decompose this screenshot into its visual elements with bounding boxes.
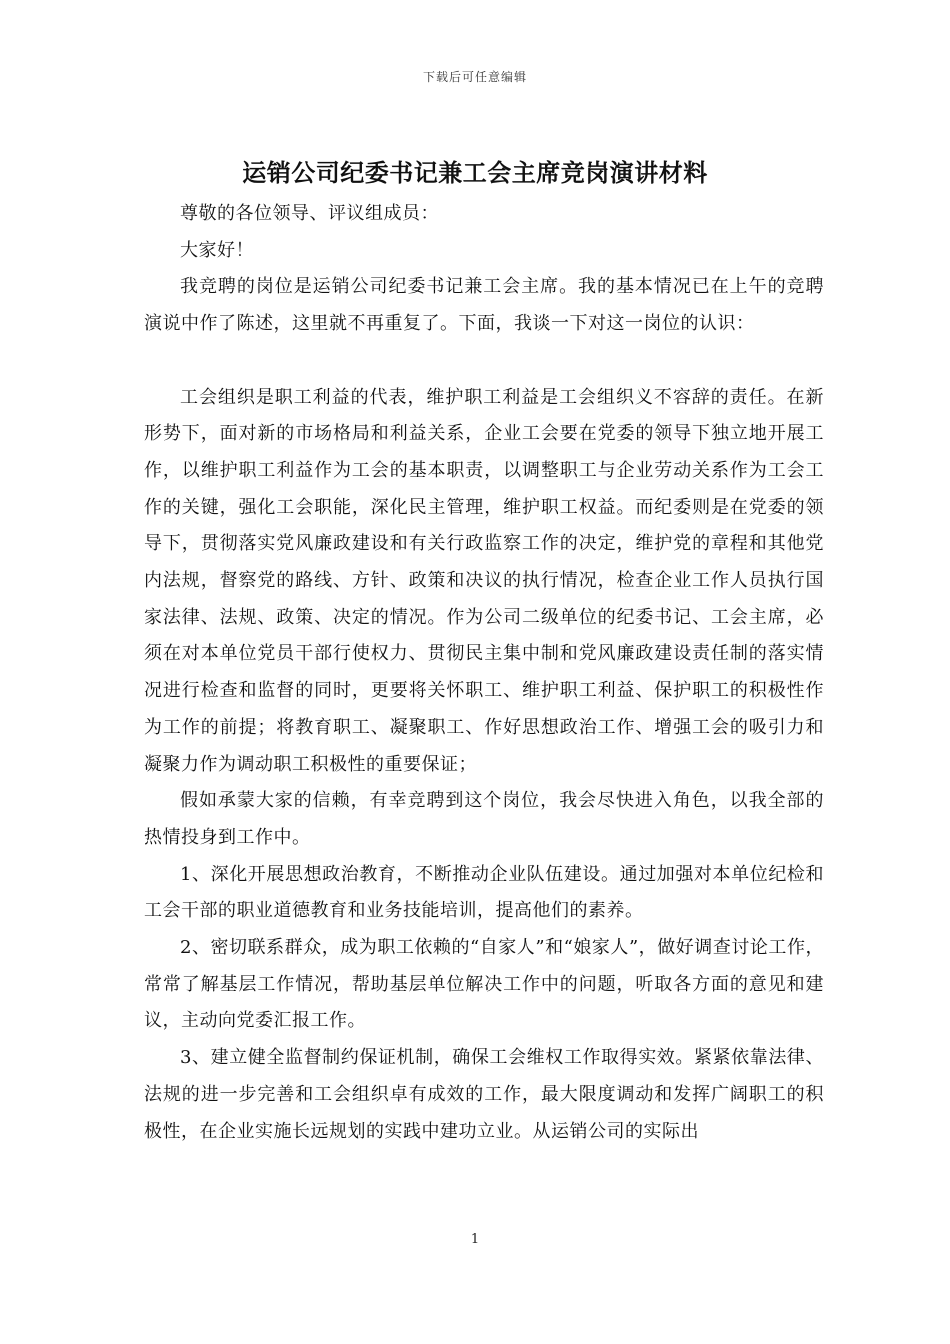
paragraph-intro: 我竞聘的岗位是运销公司纪委书记兼工会主席。我的基本情况已在上午的竞聘演说中作了陈述，这里就不再重复了。下面，我谈一下对这一岗位的认识： (144, 276, 824, 335)
page-number: 1 (470, 1232, 480, 1247)
greeting: 大家好！ (180, 239, 254, 261)
document-title: 运销公司纪委书记兼工会主席竞岗演讲材料 (242, 158, 708, 187)
paragraph-spacer (144, 343, 824, 380)
document-body (144, 196, 824, 1150)
salutation: 尊敬的各位领导、评议组成员： (180, 203, 439, 224)
paragraph-point-3: 3、建立健全监督制约保证机制，确保工会维权工作取得实效。紧紧依靠法律、法规的进一步完善和工会组织卓有成效的工作，最大限度调动和发挥广阔职工的积极性，在企业实施长远规划的实践中建功立业。从运销公司的实际出 (144, 1047, 824, 1142)
paragraph-commitment: 假如承蒙大家的信赖，有幸竞聘到这个岗位，我会尽快进入角色，以我全部的热情投身到工作中。 (144, 790, 824, 848)
paragraph-point-2: 2、密切联系群众，成为职工依赖的“自家人”和“娘家人”，做好调查讨论工作，常常了解基层工作情况，帮助基层单位解决工作中的问题，听取各方面的意见和建议，主动向党委汇报工作。 (144, 937, 824, 1032)
paragraph-point-1: 1、深化开展思想政治教育，不断推动企业队伍建设。通过加强对本单位纪检和工会干部的职业道德教育和业务技能培训，提高他们的素养。 (144, 863, 824, 922)
header-note: 下载后可任意编辑 (422, 70, 527, 84)
paragraph-role-understanding: 工会组织是职工利益的代表，维护职工利益是工会组织义不容辞的责任。在新形势下，面对新的市场格局和利益关系，企业工会要在党委的领导下独立地开展工作，以维护职工利益作为工会的基本职责，以调整职工与企业劳动关系作为工会工作的关键，强化工会职能，深化民主管理，维护职工权益。而纪委则是在党委的领导下，贯彻落实党风廉政建设和有关行政监察工作的决定，维护党的章程和其他党内法规，督察党的路线、方针、政策和决议的执行情况，检查企业工作人员执行国家法律、法规、政策、决定的情况。作为公司二级单位的纪委书记、工会主席，必须在对本单位党员干部行使权力、贯彻民主集中制和党风廉政建设责任制的落实情况进行检查和监督的同时，更要将关怀职工、维护职工利益、保护职工的积极性作为工作的前提；将教育职工、凝聚职工、作好思想政治工作、增强工会的吸引力和凝聚力作为调动职工积极性的重要保证； (144, 386, 824, 775)
